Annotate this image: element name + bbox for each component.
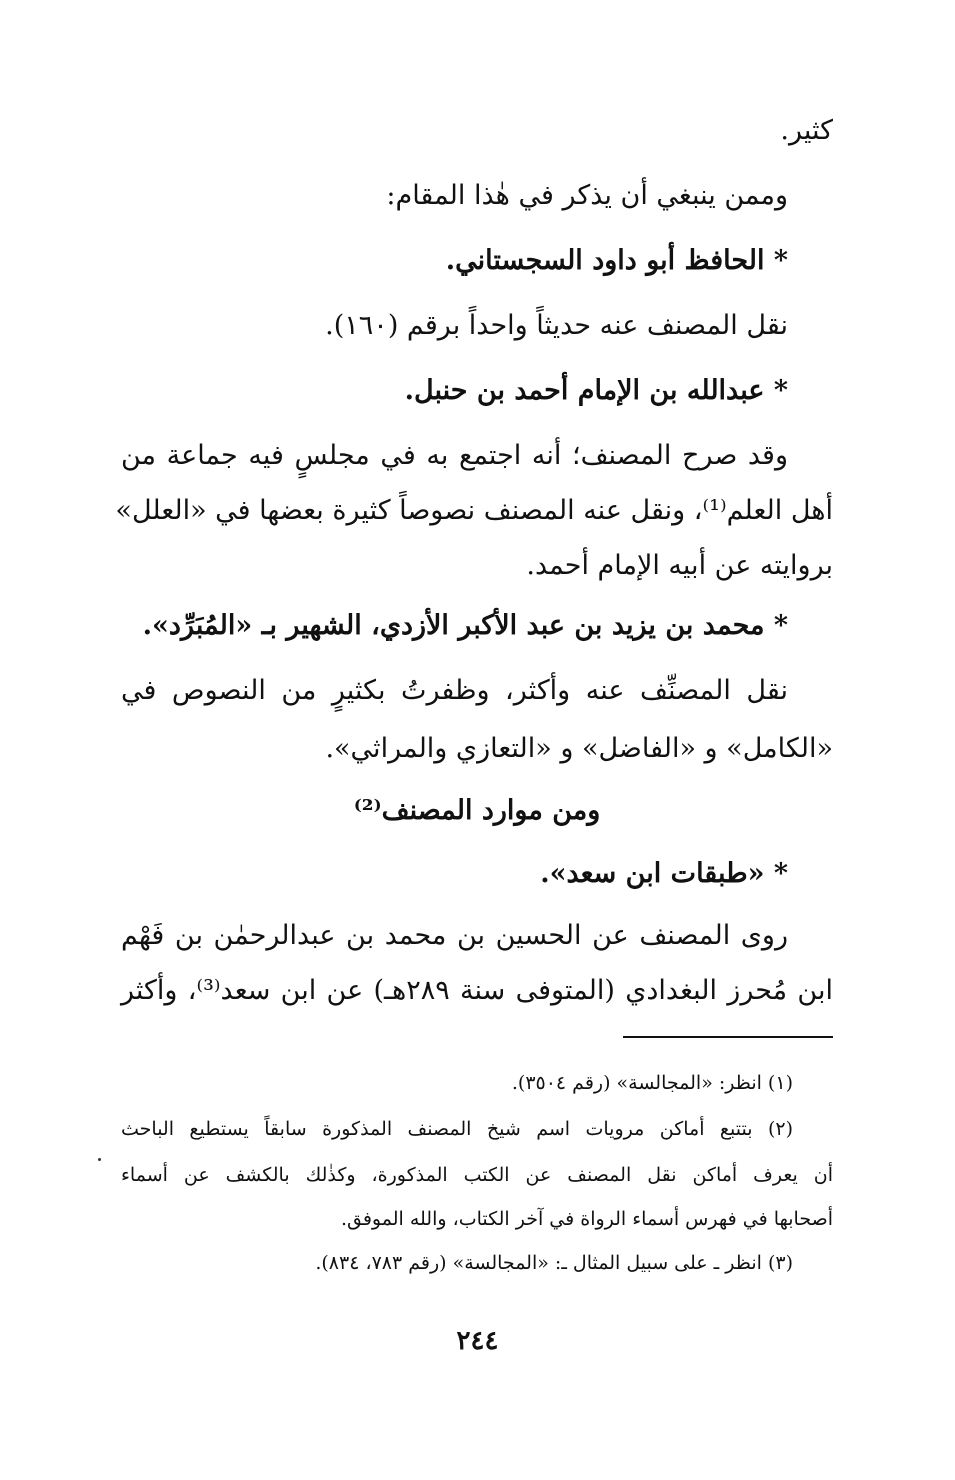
text-line: نقل المصنِّف عنه وأكثر، وظفرتُ بكثيرٍ من النصوص في <box>121 675 788 706</box>
text-line: «الكامل» و «الفاضل» و «التعازي والمراثي». <box>325 733 833 764</box>
entry-heading: * «طبقات ابن سعد». <box>540 858 788 889</box>
text-line: وممن ينبغي أن يذكر في هٰذا المقام: <box>386 180 788 211</box>
section-heading: ومن موارد المصنف⁽²⁾ <box>353 795 601 826</box>
text-line: وقد صرح المصنف؛ أنه اجتمع به في مجلسٍ فيه جماعة من <box>121 440 788 471</box>
text-line: ابن مُحرز البغدادي (المتوفى سنة ٢٨٩هـ) عن ابن سعد⁽³⁾، وأكثر <box>121 975 833 1006</box>
text-line: بروايته عن أبيه الإمام أحمد. <box>526 550 833 581</box>
footnote-2-line: أن يعرف أماكن نقل المصنف عن الكتب المذكورة، وكذٰلك بالكشف عن أسماء <box>121 1164 833 1186</box>
text-line: نقل المصنف عنه حديثاً واحداً برقم (١٦٠). <box>325 310 788 341</box>
footnote-3: (٣) انظر ـ على سبيل المثال ـ: «المجالسة» (رقم ٧٨٣، ٨٣٤). <box>315 1252 793 1274</box>
entry-heading: * محمد بن يزيد بن عبد الأكبر الأزدي، الشهير بـ «المُبَرِّد». <box>142 610 788 641</box>
text-line: أهل العلم⁽¹⁾، ونقل عنه المصنف نصوصاً كثيرة بعضها في «العلل» <box>115 495 833 526</box>
text-line: كثير. <box>780 115 833 146</box>
entry-heading: * عبدالله بن الإمام أحمد بن حنبل. <box>404 375 788 406</box>
text-line: روى المصنف عن الحسين بن محمد بن عبدالرحمٰن بن فَهْم <box>121 920 788 951</box>
page-number: ٢٤٤ <box>456 1326 499 1356</box>
footnote-1: (١) انظر: «المجالسة» (رقم ٣٥٠٤). <box>511 1072 793 1094</box>
footnote-separator <box>623 1036 833 1038</box>
footnote-2-line: (٢) بتتبع أماكن مرويات اسم شيخ المصنف المذكورة سابقاً يستطيع الباحث <box>121 1118 793 1140</box>
entry-heading: * الحافظ أبو داود السجستاني. <box>445 245 788 276</box>
scan-speck <box>98 1158 101 1161</box>
footnote-2-line: أصحابها في فهرس أسماء الرواة في آخر الكتاب، والله الموفق. <box>340 1208 833 1230</box>
